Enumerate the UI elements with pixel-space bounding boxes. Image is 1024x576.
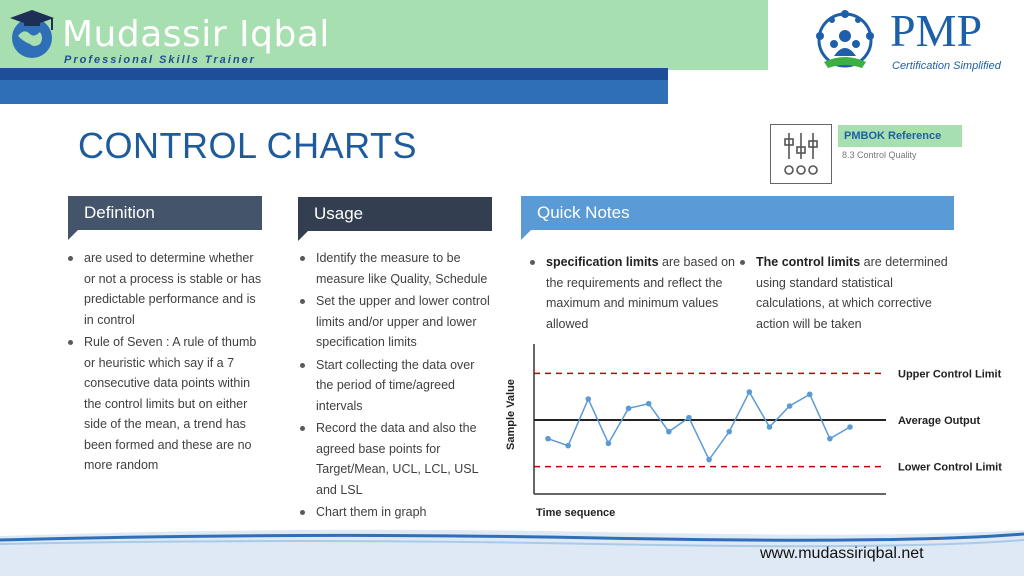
definition-list (66, 248, 262, 478)
data-point (606, 441, 612, 447)
list-item: Chart them in graph (298, 502, 494, 523)
pmbok-section: 8.3 Control Quality (842, 150, 917, 160)
data-point (626, 406, 632, 412)
list-item: Record the data and also the agreed base points for Target/Mean, UCL, LCL, USL and LSL (298, 418, 494, 500)
quick-notes-heading (521, 196, 954, 230)
reference-line-label: Lower Control Limit (898, 461, 1002, 474)
brand-name: Mudassir Iqbal (62, 14, 330, 55)
list-item (528, 252, 738, 334)
data-point (726, 429, 732, 435)
list-item: Start collecting the data over the period of time/agreed intervals (298, 355, 494, 417)
data-point (706, 457, 712, 463)
data-point (686, 415, 692, 421)
list-item: Set the upper and lower control limits and/or upper and lower specification limits (298, 291, 494, 353)
quick-note-specification (528, 252, 738, 336)
usage-heading (298, 197, 492, 231)
people-network-icon (812, 6, 878, 78)
sliders-icon (770, 124, 832, 184)
usage-heading-tail (298, 231, 308, 241)
note-text: are based on the requirements and reflect the maximum and minimum values allowed (546, 255, 735, 331)
data-point (787, 403, 793, 409)
definition-heading-text: Definition (84, 203, 155, 222)
data-point (666, 429, 672, 435)
data-point (565, 443, 571, 449)
quick-notes-heading-text: Quick Notes (537, 203, 630, 222)
series-line (548, 392, 850, 460)
graduation-globe-icon (4, 6, 60, 62)
definition-heading (68, 196, 262, 230)
pmbok-reference-label: PMBOK Reference (838, 125, 962, 147)
brand-subtitle: Professional Skills Trainer (64, 54, 256, 66)
x-axis-label: Time sequence (536, 507, 616, 519)
note-keyword: The control limits (756, 255, 861, 269)
list-item: are used to determine whether or not a process is stable or has predictable performance and is in control (66, 248, 262, 330)
data-point (767, 424, 773, 430)
quick-note-control (738, 252, 948, 336)
pmp-tagline: Certification Simplified (892, 60, 1001, 72)
reference-line-label: Average Output (898, 415, 981, 427)
data-point (585, 396, 591, 402)
data-point (747, 389, 753, 395)
data-point (545, 436, 551, 442)
list-item (738, 252, 948, 334)
note-text: are determined using standard statistical calculations, at which corrective action will be taken (756, 255, 948, 331)
site-url: www.mudassiriqbal.net (760, 545, 924, 562)
data-point (847, 424, 853, 430)
data-point (646, 401, 652, 407)
data-point (807, 392, 813, 398)
page-title: CONTROL CHARTS (78, 125, 418, 166)
usage-list (298, 248, 494, 525)
y-axis-label: Sample Value (505, 379, 517, 450)
control-chart (500, 340, 1020, 526)
quick-notes-heading-tail (521, 230, 531, 240)
list-item: Rule of Seven : A rule of thumb or heuristic which say if a 7 consecutive data points within the control limits but on either side of the mean, a trend has been formed and these are no more random (66, 332, 262, 476)
usage-heading-text: Usage (314, 204, 364, 223)
reference-line-label: Upper Control Limit (898, 368, 1002, 381)
data-point (827, 436, 833, 442)
list-item: Identify the measure to be measure like Quality, Schedule (298, 248, 494, 289)
definition-heading-tail (68, 230, 78, 240)
note-keyword: specification limits (546, 255, 659, 269)
header-stripe-light (0, 80, 668, 104)
pmp-logo-text: PMP (890, 5, 983, 56)
